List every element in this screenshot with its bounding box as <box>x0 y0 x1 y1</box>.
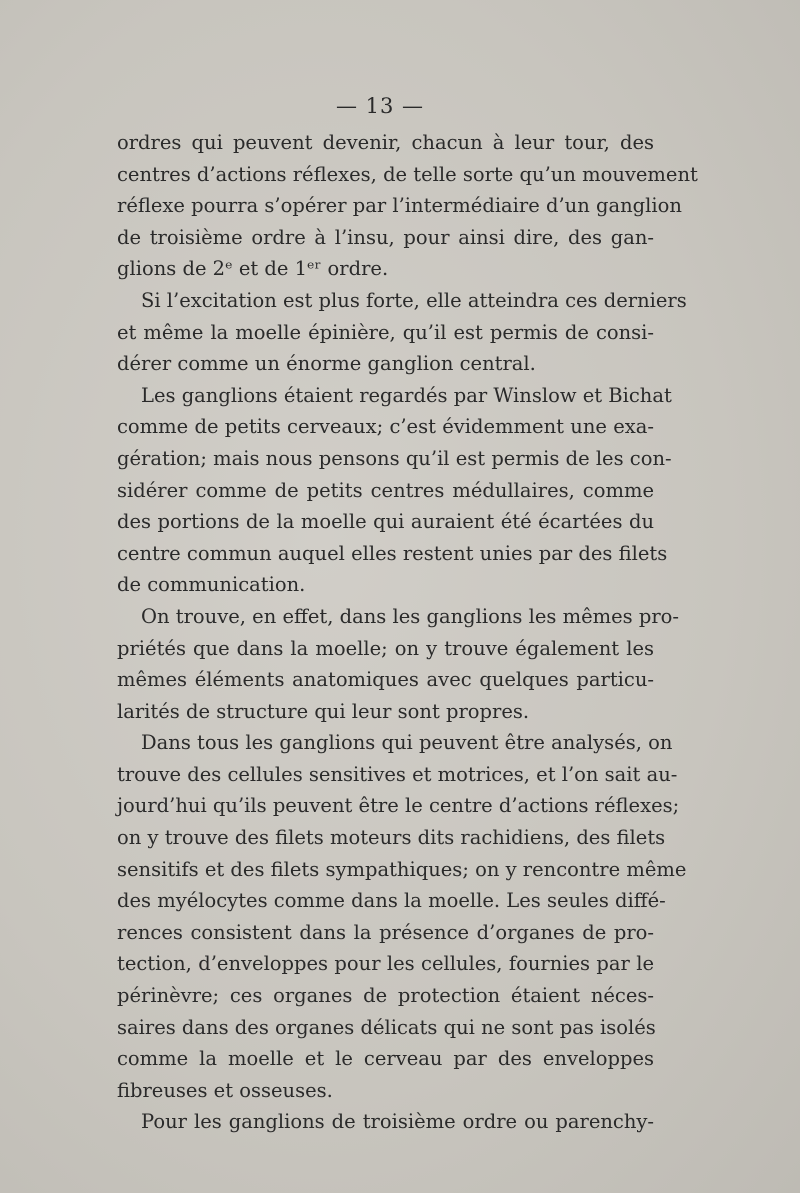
text-line: Dans tous les ganglions qui peuvent être analysés, on <box>141 731 673 755</box>
paragraph-6 <box>117 1106 654 1138</box>
text-line: ordres qui peuvent devenir, chacun à leur tour, des <box>117 131 654 154</box>
text-line: on y trouve des filets moteurs dits rachidiens, des filets <box>117 826 666 850</box>
text-line: dérer comme un énorme ganglion central. <box>117 352 536 376</box>
paragraph-5 <box>117 727 687 1106</box>
text-line: et même la moelle épinière, qu’il est permis de consi- <box>117 320 654 344</box>
text-line: larités de structure qui leur sont propres. <box>117 699 530 723</box>
text-line: centre commun auquel elles restent unies par des filets <box>117 541 668 565</box>
text-line: sidérer comme de petits centres médullaires, comme <box>117 478 654 502</box>
page-number: — 13 — <box>335 94 425 118</box>
text-line: périnèvre; ces organes de protection étaient néces- <box>117 984 654 1008</box>
text-line: Les ganglions étaient regardés par Winslow et Bichat <box>141 383 672 407</box>
text-line: des myélocytes comme dans la moelle. Les seules diffé- <box>117 889 666 913</box>
text-line: réflexe pourra s’opérer par l’intermédiaire d’un ganglion <box>117 194 682 218</box>
text-line: comme la moelle et le cerveau par des enveloppes <box>117 1047 654 1071</box>
body-text <box>117 127 698 1138</box>
text-line: Si l’excitation est plus forte, elle atteindra ces derniers <box>141 288 687 312</box>
text-line: tection, d’enveloppes pour les cellules, fournies par le <box>117 952 654 976</box>
text-line: Pour les ganglions de troisième ordre ou parenchy- <box>141 1110 654 1134</box>
paragraph-3 <box>117 380 672 601</box>
text-line: rences consistent dans la présence d’organes de pro- <box>117 920 654 944</box>
text-line: de communication. <box>117 573 306 597</box>
text-line: mêmes éléments anatomiques avec quelques particu- <box>117 668 654 692</box>
text-line: gération; mais nous pensons qu’il est permis de les con- <box>117 446 672 470</box>
text-line: priétés que dans la moelle; on y trouve également les <box>117 636 654 660</box>
text-line: des portions de la moelle qui auraient été écartées du <box>117 510 654 534</box>
text-line: de troisième ordre à l’insu, pour ainsi dire, des gan- <box>117 225 654 249</box>
paragraph-1 <box>117 127 698 285</box>
text-line: fibreuses et osseuses. <box>117 1078 333 1102</box>
text-line: trouve des cellules sensitives et motrices, et l’on sait au- <box>117 762 678 786</box>
text-line: jourd’hui qu’ils peuvent être le centre d’actions réflexes; <box>117 794 680 818</box>
text-line: sensitifs et des filets sympathiques; on y rencontre même <box>117 857 687 881</box>
paragraph-2 <box>117 285 687 380</box>
text-line: comme de petits cerveaux; c’est évidemment une exa- <box>117 415 654 439</box>
text-line: saires dans des organes délicats qui ne sont pas isolés <box>117 1015 656 1039</box>
text-line: On trouve, en effet, dans les ganglions les mêmes pro- <box>141 604 679 628</box>
text-line: centres d’actions réflexes, de telle sorte qu’un mouvement <box>117 162 698 186</box>
text-line: glions de 2ᵉ et de 1ᵉʳ ordre. <box>117 257 389 281</box>
paragraph-4 <box>117 601 679 727</box>
